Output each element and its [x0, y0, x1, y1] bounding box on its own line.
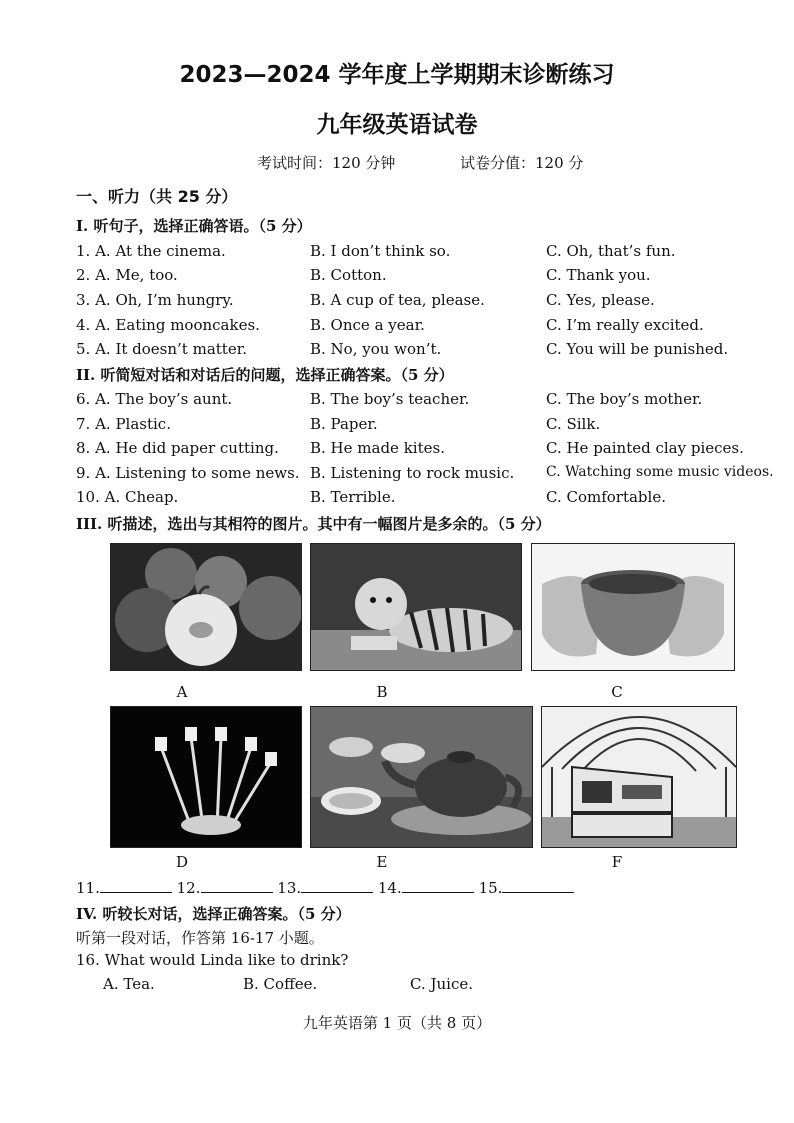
q2-option-b: B. Cotton. — [310, 266, 387, 284]
picture-apples — [110, 543, 302, 671]
picture-train — [541, 706, 737, 848]
blank-label-13: 13. — [277, 879, 302, 897]
q7-option-b: B. Paper. — [310, 415, 378, 433]
part-iv-instruction: 听第一段对话，作答第 16-17 小题。 — [76, 929, 324, 947]
q9-option-a: 9. A. Listening to some news. — [76, 464, 300, 482]
q8-option-b: B. He made kites. — [310, 439, 445, 457]
caption-e: E — [376, 853, 388, 871]
blank-label-11: 11. — [76, 879, 100, 897]
q4-option-c: C. I’m really excited. — [546, 316, 704, 334]
picture-teapot — [310, 706, 533, 848]
q10-option-c: C. Comfortable. — [546, 488, 666, 506]
caption-c: C — [611, 683, 623, 701]
q9-option-c: C. Watching some music videos. — [546, 464, 774, 480]
q9-option-b: B. Listening to rock music. — [310, 464, 515, 482]
q6-option-c: C. The boy’s mother. — [546, 390, 703, 408]
picture-forks — [110, 706, 302, 848]
q8-option-c: C. He painted clay pieces. — [546, 439, 744, 457]
blank-label-12: 12. — [176, 879, 201, 897]
answer-blank-11[interactable] — [100, 878, 172, 893]
q16-option-c: C. Juice. — [410, 975, 473, 993]
q7-option-c: C. Silk. — [546, 415, 601, 433]
q2-option-c: C. Thank you. — [546, 266, 651, 284]
q6-option-a: 6. A. The boy’s aunt. — [76, 390, 233, 408]
q3-option-a: 3. A. Oh, I’m hungry. — [76, 291, 234, 309]
answer-blank-12[interactable] — [201, 878, 273, 893]
blank-label-14: 14. — [377, 879, 402, 897]
part-iii-title: III. 听描述，选出与其相符的图片。其中有一幅图片是多余的。（5 分） — [76, 515, 551, 533]
q16-option-a: A. Tea. — [103, 975, 155, 993]
caption-b: B — [376, 683, 388, 701]
caption-a: A — [176, 683, 188, 701]
q1-option-a: 1. A. At the cinema. — [76, 242, 226, 260]
q4-option-a: 4. A. Eating mooncakes. — [76, 316, 260, 334]
q3-option-b: B. A cup of tea, please. — [310, 291, 485, 309]
caption-f: F — [611, 853, 623, 871]
q6-option-b: B. The boy’s teacher. — [310, 390, 470, 408]
q3-option-c: C. Yes, please. — [546, 291, 655, 309]
q7-option-a: 7. A. Plastic. — [76, 415, 171, 433]
part-i-title: I. 听句子，选择正确答语。（5 分） — [76, 217, 312, 235]
answer-blank-15[interactable] — [502, 878, 574, 893]
q4-option-b: B. Once a year. — [310, 316, 425, 334]
picture-tiger — [310, 543, 522, 671]
part-ii-title: II. 听简短对话和对话后的问题，选择正确答案。（5 分） — [76, 366, 454, 384]
exam-title: 2023—2024 学年度上学期期末诊断练习 — [179, 62, 615, 88]
q10-option-a: 10. A. Cheap. — [76, 488, 179, 506]
q5-option-a: 5. A. It doesn’t matter. — [76, 340, 247, 358]
answer-blank-14[interactable] — [402, 878, 474, 893]
q1-option-b: B. I don’t think so. — [310, 242, 451, 260]
exam-score: 试卷分值：120 分 — [460, 154, 584, 172]
q5-option-b: B. No, you won’t. — [310, 340, 442, 358]
q1-option-c: C. Oh, that’s fun. — [546, 242, 676, 260]
blank-label-15: 15. — [478, 879, 503, 897]
page-footer: 九年英语第 1 页（共 8 页） — [302, 1014, 492, 1032]
picture-clay-bowl — [531, 543, 735, 671]
q10-option-b: B. Terrible. — [310, 488, 396, 506]
section-listening-title: 一、听力（共 25 分） — [76, 187, 238, 206]
q2-option-a: 2. A. Me, too. — [76, 266, 178, 284]
q5-option-c: C. You will be punished. — [546, 340, 729, 358]
caption-d: D — [175, 853, 189, 871]
q16-option-b: B. Coffee. — [243, 975, 318, 993]
exam-subtitle: 九年级英语试卷 — [316, 112, 478, 138]
answer-blank-13[interactable] — [301, 878, 373, 893]
q8-option-a: 8. A. He did paper cutting. — [76, 439, 279, 457]
part-iv-title: IV. 听较长对话，选择正确答案。（5 分） — [76, 905, 351, 923]
q16-question: 16. What would Linda like to drink? — [76, 951, 349, 969]
answer-blanks-row — [76, 878, 574, 897]
exam-time: 考试时间：120 分钟 — [257, 154, 396, 172]
